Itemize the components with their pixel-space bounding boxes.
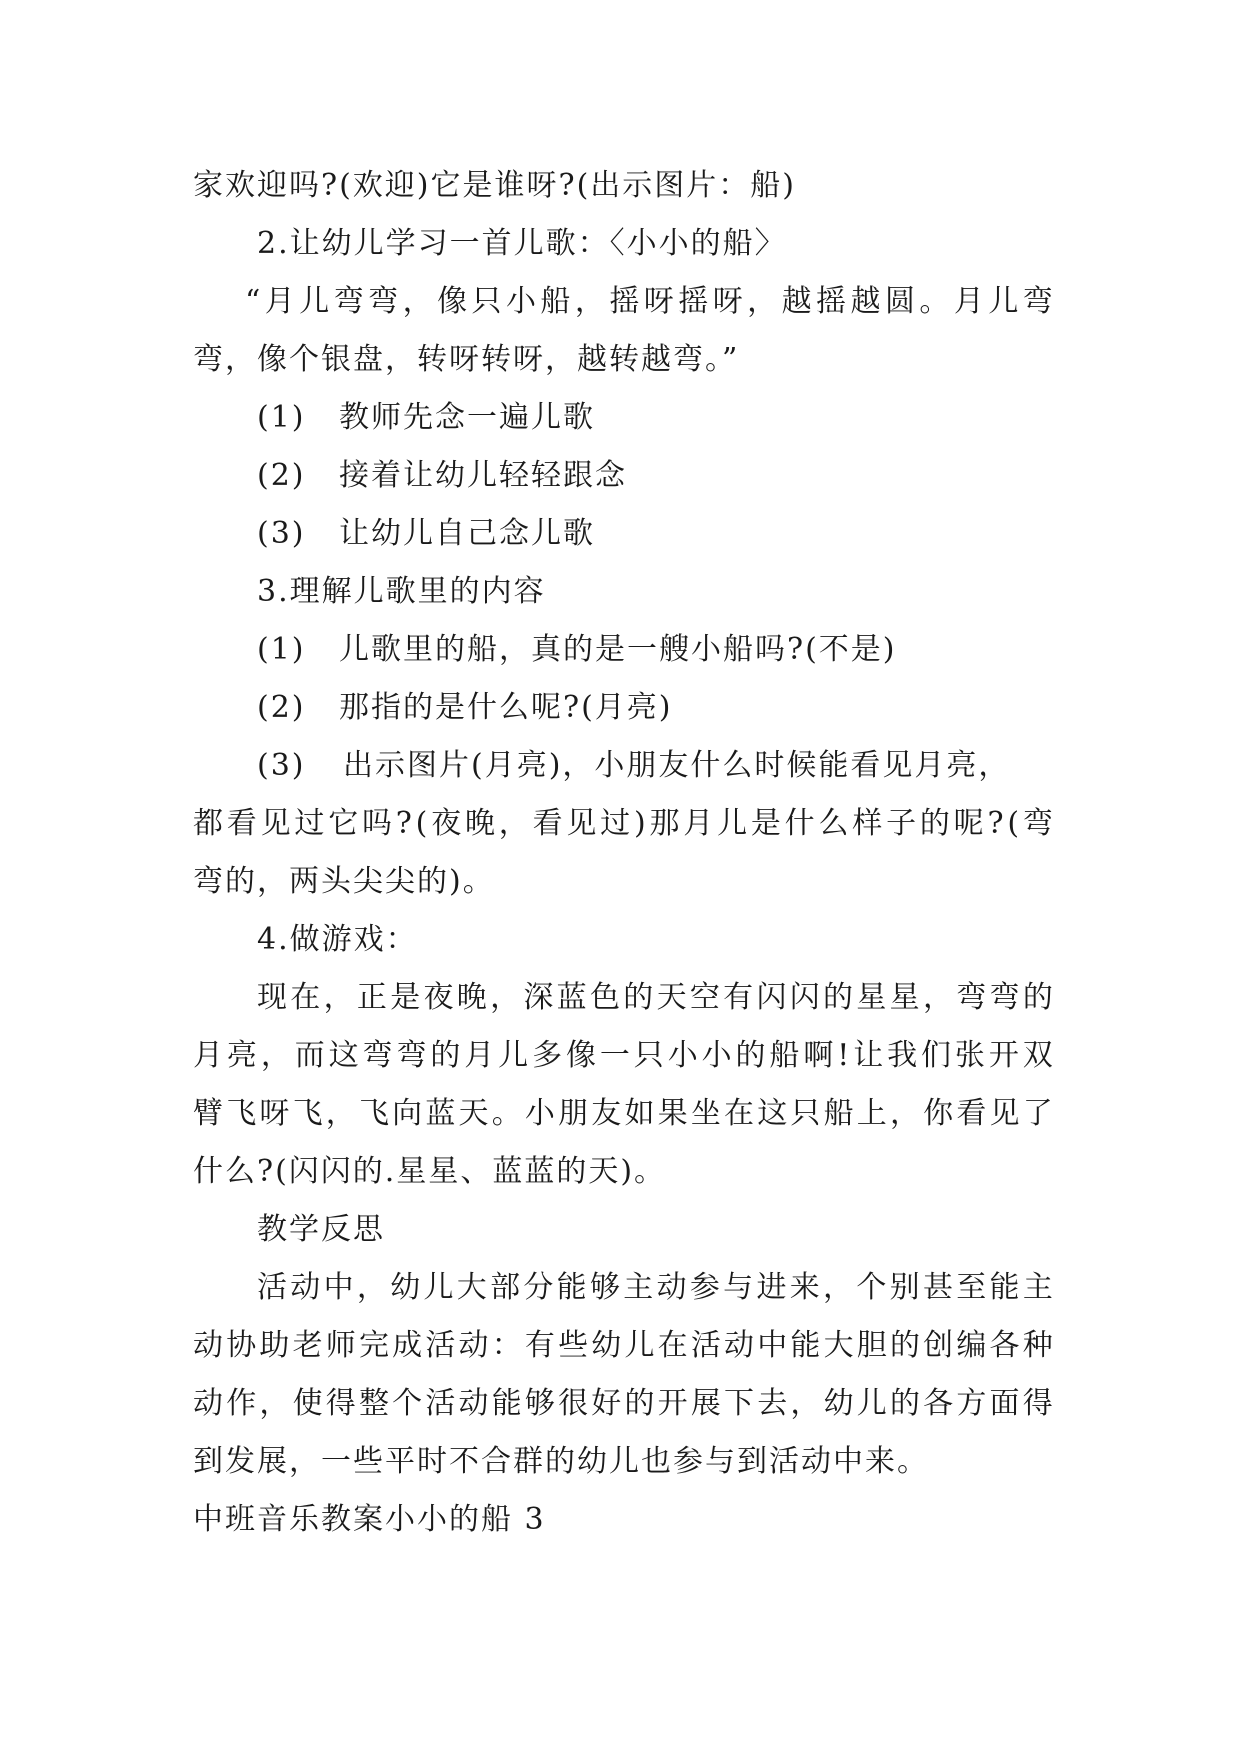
- text-line: 活 动 中 ， 幼 儿 大 部 分 能 够 主 动 参 与 进 来 ， 个 别 甚 至 能 主: [257, 1270, 1053, 1305]
- list-number: (2): [257, 458, 306, 493]
- list-text: 接着让幼儿轻轻跟念: [339, 458, 627, 493]
- text-line: 臂 飞 呀 飞 ， 飞 向 蓝 天 。 小 朋 友 如 果 坐 在 这 只 船 上 ， 你 看 见 了: [193, 1096, 1053, 1131]
- list-text: 出示图片(月亮)，小朋友什么时候能看见月亮，: [343, 748, 1011, 783]
- list-number: (3): [257, 748, 306, 783]
- list-number: (3): [257, 516, 306, 551]
- text-line: 弯的，两头尖尖的)。: [193, 864, 495, 899]
- text-line: 都 看 见 过 它 吗 ? ( 夜 晚 ， 看 见 过 ) 那 月 儿 是 什 么 样 子 的 呢 ? ( 弯: [193, 806, 1053, 841]
- text-line: 2.让幼儿学习一首儿歌：〈小小的船〉: [257, 226, 787, 261]
- section-heading: 3.理解儿歌里的内容: [257, 574, 546, 609]
- list-text: 教师先念一遍儿歌: [339, 400, 595, 435]
- text-line: 现 在 ， 正 是 夜 晚 ， 深 蓝 色 的 天 空 有 闪 闪 的 星 星 ， 弯 弯 的: [257, 980, 1053, 1015]
- list-item: [257, 688, 673, 728]
- text-line: 什么?(闪闪的.星星、蓝蓝的天)。: [193, 1154, 667, 1189]
- text-line: “ 月 儿 弯 弯 ， 像 只 小 船 ， 摇 呀 摇 呀 ， 越 摇 越 圆 。 月 儿 弯: [245, 284, 1053, 319]
- list-number: (1): [257, 400, 306, 435]
- list-number: (2): [257, 690, 306, 725]
- section-heading: 教学反思: [257, 1212, 385, 1247]
- list-text: 让幼儿自己念儿歌: [339, 516, 595, 551]
- list-item: [257, 398, 595, 438]
- section-heading: 4.做游戏：: [257, 922, 418, 957]
- list-item: [257, 630, 897, 670]
- list-item: [257, 456, 627, 496]
- text-line: 动 协 助 老 师 完 成 活 动 ： 有 些 幼 儿 在 活 动 中 能 大 胆 的 创 编 各 种: [193, 1328, 1053, 1363]
- text-line: 月 亮 ， 而 这 弯 弯 的 月 儿 多 像 一 只 小 小 的 船 啊 ! 让 我 们 张 开 双: [193, 1038, 1053, 1073]
- text-line: 动 作 ， 使 得 整 个 活 动 能 够 很 好 的 开 展 下 去 ， 幼 儿 的 各 方 面 得: [193, 1386, 1053, 1421]
- list-item: [257, 514, 595, 554]
- text-line: 家欢迎吗?(欢迎)它是谁呀?(出示图片：船): [193, 168, 796, 203]
- list-item: [257, 746, 1010, 786]
- text-line: 弯，像个银盘，转呀转呀，越转越弯。”: [193, 342, 740, 377]
- list-text: 那指的是什么呢?(月亮): [339, 690, 673, 725]
- document-title: 中班音乐教案小小的船 3: [193, 1502, 546, 1537]
- text-line: 到发展，一些平时不合群的幼儿也参与到活动中来。: [193, 1444, 929, 1479]
- list-text: 儿歌里的船，真的是一艘小船吗?(不是): [339, 632, 897, 667]
- list-number: (1): [257, 632, 306, 667]
